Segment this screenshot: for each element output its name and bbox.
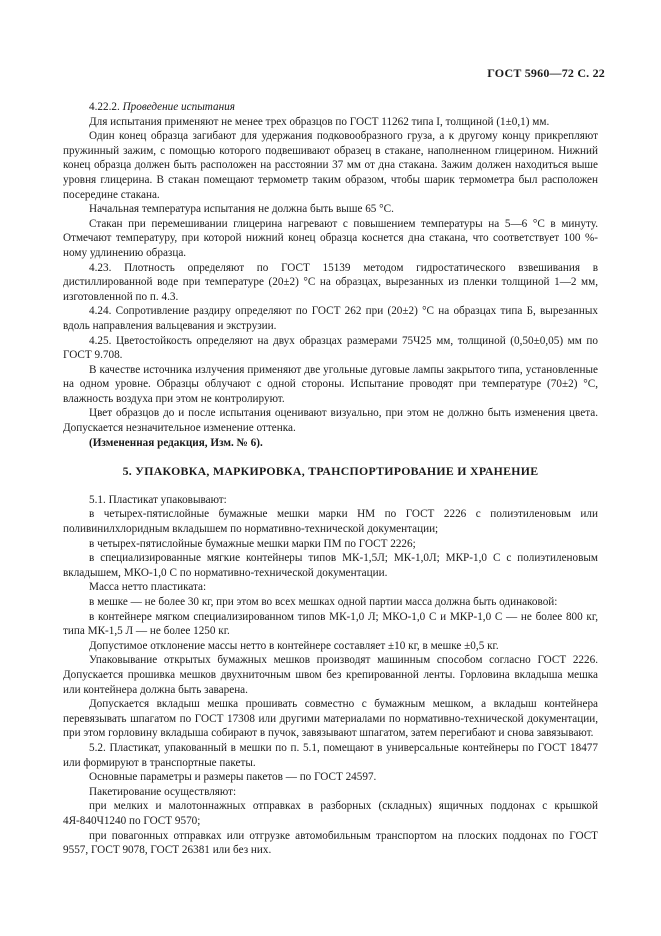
paragraph: В качестве источника излучения применяют две угольные дуговые лампы закрытого типа, установленные на одном уровне. Образцы облучают с одной стороны. Испытание проводят при температуре (70±2) °С, влажность воздуха при этом не контролируют.: [63, 363, 598, 405]
paragraph: 5.1. Пластикат упаковывают:: [89, 493, 227, 506]
paragraph: при мелких и малотоннажных отправках в разборных (складных) ящичных поддонах с крышкой 4Я-840Ч1240 по ГОСТ 9570;: [63, 800, 598, 827]
paragraph: Основные параметры и размеры пакетов — по ГОСТ 24597.: [89, 771, 377, 784]
document-body: [63, 100, 598, 858]
paragraph: Для испытания применяют не менее трех образцов по ГОСТ 11262 типа I, толщиной (1±0,1) мм.: [89, 115, 550, 128]
paragraph: 4.24. Сопротивление раздиру определяют по ГОСТ 262 при (20±2) °С на образцах типа Б, вырезанных вдоль направления вальцевания и экструзии.: [63, 305, 598, 332]
paragraph: в четырех-пятислойные бумажные мешки марки НМ по ГОСТ 2226 с полиэтиленовым или поливинилхлоридным вкладышем по нормативно-технической документации;: [63, 508, 598, 536]
paragraph: Допускается вкладыш мешка прошивать совместно с бумажным мешком, а вкладыш контейнера перевязывать шпагатом по ГОСТ 17308 или другими материалами по нормативно-технической документации, при этом горловину вкладыша собирают в пучок, завязывают шпагатом, затем перегибают и снова завязывают.: [63, 698, 598, 740]
subsection-heading: [63, 100, 598, 115]
paragraph: Допустимое отклонение массы нетто в контейнере составляет ±10 кг, в мешке ±0,5 кг.: [89, 639, 499, 652]
section-title: 5. УПАКОВКА, МАРКИРОВКА, ТРАНСПОРТИРОВАНИЕ И ХРАНЕНИЕ: [122, 464, 539, 479]
paragraph: 5.2. Пластикат, упакованный в мешки по п. 5.1, помещают в универсальные контейнеры по ГОСТ 18477 или формируют в транспортные пакеты.: [63, 741, 598, 769]
paragraph: Упаковывание открытых бумажных мешков производят машинным способом согласно ГОСТ 2226. Допускается прошивка мешков двухниточным швом без крепированной ленты. Горловина вкладыша мешка или контейнера должна быть заварена.: [63, 654, 598, 696]
paragraph: в специализированные мягкие контейнеры типов МК-1,5Л; МК-1,0Л; МКР-1,0 С с полиэтиленовым вкладышем, МКО-1,0 С по нормативно-технической документации.: [63, 552, 598, 579]
amendment-note: (Измененная редакция, Изм. № 6).: [89, 436, 263, 449]
subsection-title: Проведение испытания: [122, 101, 235, 113]
paragraph: Пакетирование осуществляют:: [89, 785, 237, 798]
paragraph: Один конец образца загибают для удержания подковообразного груза, а к другому концу прикрепляют пружинный зажим, с помощью которого подвешивают образец в стакане, наполненном глицерином. Нижний конец образца должен быть расположен на расстоянии 37 мм от дна стакана. Зажим должен находиться выше уровня глицерина. В стакан помещают термометр таким образом, чтобы шарик термометра был расположен посередине стакана.: [63, 130, 598, 201]
paragraph: при повагонных отправках или отгрузке автомобильным транспортом на плоских поддонах по ГОСТ 9557, ГОСТ 9078, ГОСТ 26381 или без них.: [63, 829, 598, 857]
page-header: ГОСТ 5960—72 С. 22: [487, 66, 605, 80]
paragraph: 4.23. Плотность определяют по ГОСТ 15139 методом гидростатического взвешивания в дистиллированной воде при температуре (20±2) °С на образцах, вырезанных из пленки толщиной 1—2 мм, изготовленной по п. 4.3.: [63, 261, 598, 303]
paragraph: в мешке — не более 30 кг, при этом во всех мешках одной партии масса должна быть одинаковой:: [89, 596, 558, 608]
paragraph: Стакан при перемешивании глицерина нагревают с повышением температуры на 5—6 °С в минуту. Отмечают температуру, при которой нижний конец образца коснется дна стакана, что соответствует 100 %-ному удлинению образца.: [63, 217, 598, 259]
paragraph: в контейнере мягком специализированном типов МК-1,0 Л; МКО-1,0 С и МКР-1,0 С — не более 800 кг, типа МК-1,5 Л — не более 1250 кг.: [63, 610, 598, 638]
paragraph: 4.25. Цветостойкость определяют на двух образцах размерами 75Ч25 мм, толщиной (0,50±0,05) мм по ГОСТ 9.708.: [63, 334, 598, 362]
subsection-number: 4.22.2.: [89, 101, 123, 113]
paragraph: Масса нетто пластиката:: [89, 581, 207, 594]
paragraph: в четырех-пятислойные бумажные мешки марки ПМ по ГОСТ 2226;: [89, 537, 416, 550]
paragraph: Цвет образцов до и после испытания оценивают визуально, при этом не должно быть изменения цвета. Допускается незначительное изменение оттенка.: [63, 407, 598, 435]
paragraph: Начальная температура испытания не должна быть выше 65 °С.: [89, 203, 394, 216]
